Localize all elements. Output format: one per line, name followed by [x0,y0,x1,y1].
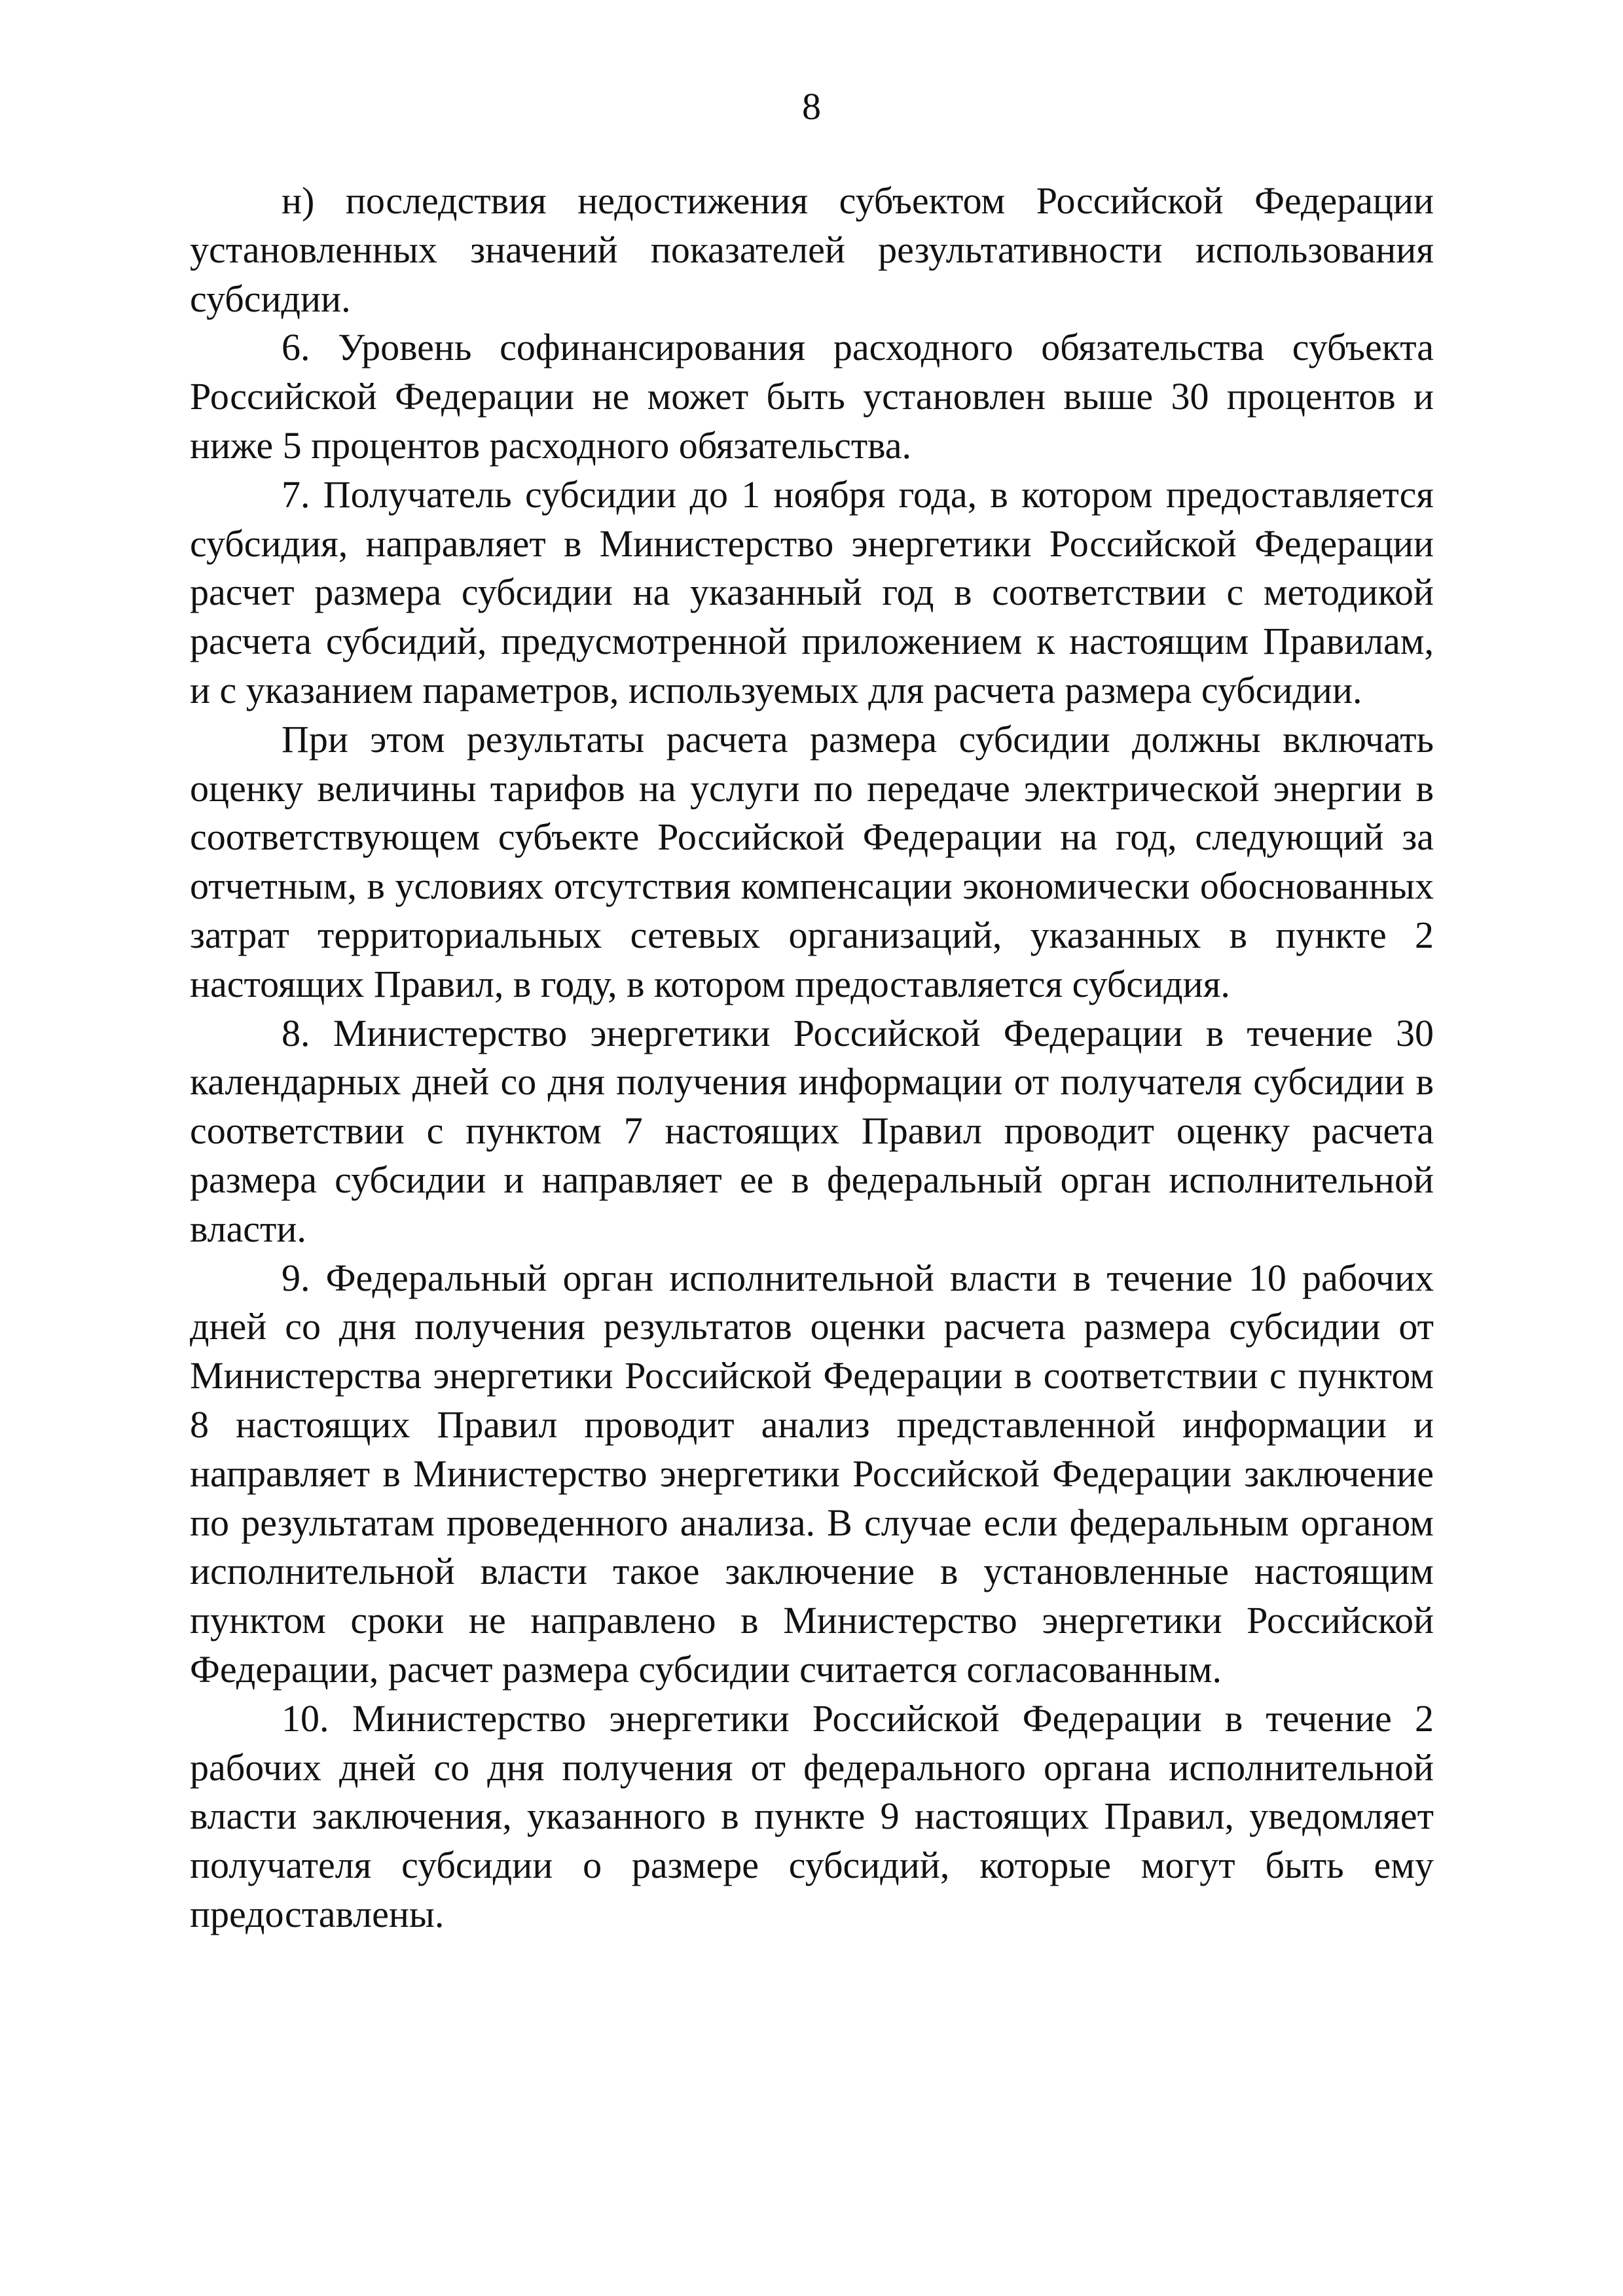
paragraph-8: 8. Министерство энергетики Российской Федерации в течение 30 календарных дней со дня получения информации от получателя субсидии в соответствии с пунктом 7 настоящих Правил проводит оценку расчета размера субсидии и направляет ее в федеральный орган исполнительной власти. [190,1011,1434,1250]
document-body [190,177,1434,1939]
paragraph-9: 9. Федеральный орган исполнительной власти в течение 10 рабочих дней со дня получения результатов оценки расчета размера субсидии от Министерства энергетики Российской Федерации в соответствии с пунктом 8 настоящих Правил проводит анализ представленной информации и направляет в Министерство энергетики Российской Федерации заключение по результатам проведенного анализа. В случае если федеральным органом исполнительной власти такое заключение в установленные настоящим пунктом сроки не направлено в Министерство энергетики Российской Федерации, расчет размера субсидии считается согласованным. [190,1256,1434,1691]
paragraph-item-n: н) последствия недостижения субъектом Российской Федерации установленных значений показателей результативности использования субсидии. [190,179,1434,320]
paragraph-10: 10. Министерство энергетики Российской Федерации в течение 2 рабочих дней со дня получения от федерального органа исполнительной власти заключения, указанного в пункте 9 настоящих Правил, уведомляет получателя субсидии о размере субсидий, которые могут быть ему предоставлены. [190,1696,1434,1935]
paragraph-7: 7. Получатель субсидии до 1 ноября года, в котором предоставляется субсидия, направляет в Министерство энергетики Российской Федерации расчет размера субсидии на указанный год в соответствии с методикой расчета субсидий, предусмотренной приложением к настоящим Правилам, и с указанием параметров, используемых для расчета размера субсидии. [190,473,1434,711]
page-number: 8 [802,85,821,128]
paragraph-6: 6. Уровень софинансирования расходного обязательства субъекта Российской Федерации не может быть установлен выше 30 процентов и ниже 5 процентов расходного обязательства. [190,326,1434,467]
paragraph-7-continuation: При этом результаты расчета размера субсидии должны включать оценку величины тарифов на услуги по передаче электрической энергии в соответствующем субъекте Российской Федерации на год, следующий за отчетным, в условиях отсутствия компенсации экономически обоснованных затрат территориальных сетевых организаций, указанных в пункте 2 настоящих Правил, в году, в котором предоставляется субсидия. [190,717,1434,1005]
